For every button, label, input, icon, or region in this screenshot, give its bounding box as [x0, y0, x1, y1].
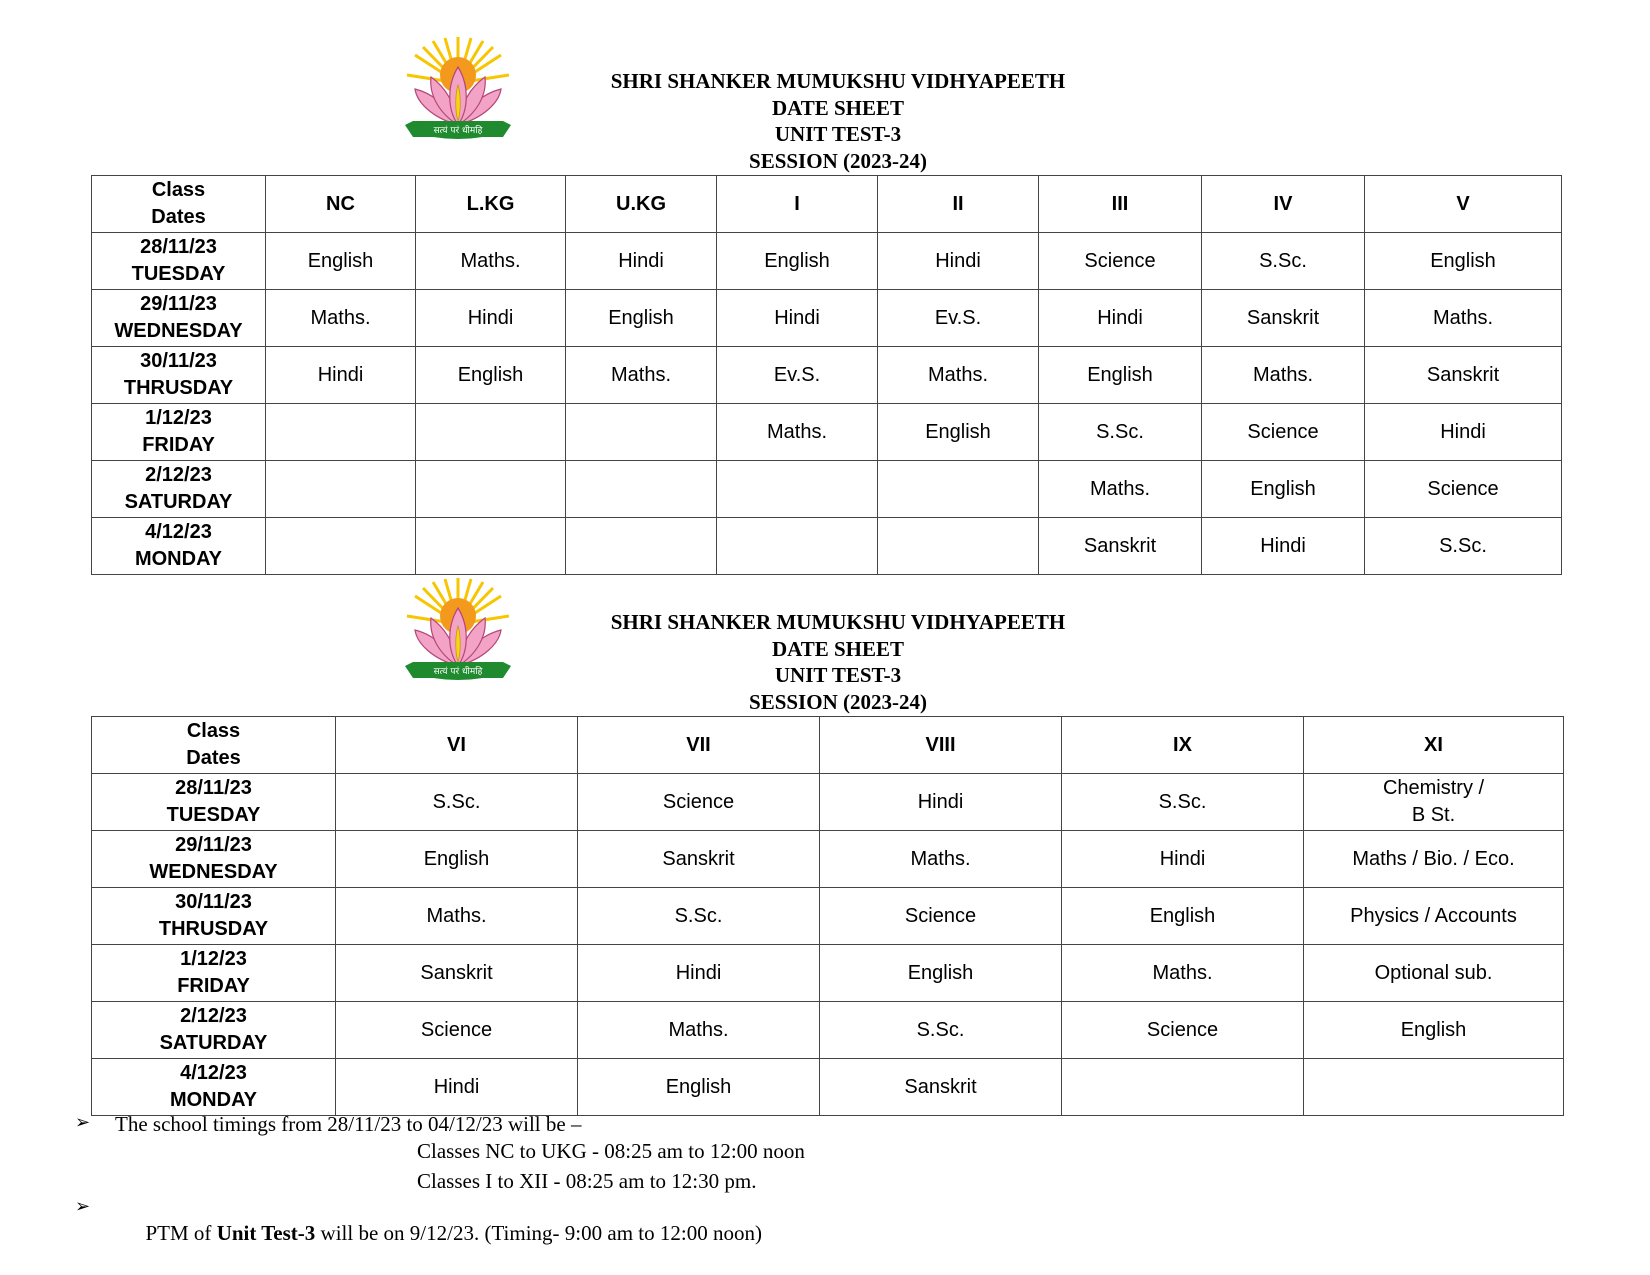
arrow-bullet-icon: ➢	[75, 1196, 91, 1216]
subject-cell	[1062, 1059, 1304, 1116]
table-row	[92, 888, 1564, 945]
date-label: 28/11/23	[175, 777, 252, 799]
class-column-header: VII	[578, 717, 820, 774]
subject-cell: Science	[336, 1002, 578, 1059]
date-cell	[92, 290, 266, 347]
day-label: TUESDAY	[166, 804, 261, 826]
corner-class-label: Class	[186, 720, 241, 742]
date-label: 29/11/23	[140, 293, 217, 315]
corner-dates-label: Dates	[151, 206, 206, 228]
subject-cell: Science	[1062, 1002, 1304, 1059]
subject-cell: Ev.S.	[717, 347, 878, 404]
class-column-header: III	[1039, 176, 1202, 233]
date-label: 4/12/23	[145, 521, 212, 543]
corner-class-label: Class	[151, 179, 206, 201]
date-label: 30/11/23	[140, 350, 217, 372]
subject-cell: Maths.	[416, 233, 566, 290]
subject-cell: English	[1062, 888, 1304, 945]
day-label: SATURDAY	[124, 491, 233, 513]
session-label: SESSION (2023-24)	[749, 148, 927, 173]
exam-name: UNIT TEST-3	[774, 122, 902, 146]
class-column-header: U.KG	[566, 176, 717, 233]
subject-cell: Maths.	[878, 347, 1039, 404]
subject-cell	[878, 461, 1039, 518]
subject-cell: Science	[1039, 233, 1202, 290]
table-row	[92, 290, 1562, 347]
subject-cell	[717, 518, 878, 575]
date-cell	[92, 1002, 336, 1059]
date-cell	[92, 1059, 336, 1116]
table-row	[92, 945, 1564, 1002]
subject-cell: S.Sc.	[1039, 404, 1202, 461]
svg-text:सत्यं परं धीमहि: सत्यं परं धीमहि	[433, 126, 483, 136]
subject-cell: Maths.	[1365, 290, 1562, 347]
exam-name: UNIT TEST-3	[774, 663, 902, 687]
table-row	[92, 831, 1564, 888]
table-header-row	[92, 176, 1562, 233]
subject-cell: Hindi	[336, 1059, 578, 1116]
subject-cell: Maths.	[1062, 945, 1304, 1002]
date-label: 1/12/23	[145, 407, 212, 429]
subject-cell: English	[566, 290, 717, 347]
subject-cell	[566, 404, 717, 461]
date-cell	[92, 518, 266, 575]
corner-cell	[92, 717, 336, 774]
subject-cell: S.Sc.	[336, 774, 578, 831]
subject-cell: Maths.	[820, 831, 1062, 888]
subject-cell: English	[416, 347, 566, 404]
subject-cell: Science	[578, 774, 820, 831]
class-column-header: VIII	[820, 717, 1062, 774]
subject-cell: Sanskrit	[1202, 290, 1365, 347]
date-cell	[92, 945, 336, 1002]
timing-i-xii: Classes I to XII - 08:25 am to 12:30 pm.	[417, 1169, 757, 1193]
subject-cell: English	[266, 233, 416, 290]
class-column-header: VI	[336, 717, 578, 774]
class-column-header: IX	[1062, 717, 1304, 774]
subject-cell: Hindi	[820, 774, 1062, 831]
subject-cell: Physics / Accounts	[1304, 888, 1564, 945]
class-column-header: L.KG	[416, 176, 566, 233]
subject-cell: Sanskrit	[336, 945, 578, 1002]
session-label: SESSION (2023-24)	[749, 689, 927, 714]
subject-cell	[266, 404, 416, 461]
timing-intro: The school timings from 28/11/23 to 04/12/23 will be –	[115, 1112, 582, 1136]
subject-cell: Maths.	[566, 347, 717, 404]
day-label: TUESDAY	[131, 263, 226, 285]
date-sheet-table-senior	[91, 716, 1564, 1116]
subject-cell	[566, 518, 717, 575]
class-column-header: IV	[1202, 176, 1365, 233]
day-label: FRIDAY	[142, 434, 215, 456]
subject-cell: Maths.	[1202, 347, 1365, 404]
subject-cell: English	[1304, 1002, 1564, 1059]
subject-cell: Hindi	[578, 945, 820, 1002]
subject-cell: Science	[820, 888, 1062, 945]
corner-cell	[92, 176, 266, 233]
date-cell	[92, 347, 266, 404]
subject-cell: Maths / Bio. / Eco.	[1304, 831, 1564, 888]
subject-cell	[416, 461, 566, 518]
subject-cell: English	[1202, 461, 1365, 518]
date-label: 1/12/23	[180, 948, 247, 970]
subject-cell: S.Sc.	[1202, 233, 1365, 290]
subject-cell: English	[578, 1059, 820, 1116]
date-label: 2/12/23	[180, 1005, 247, 1027]
table-header-row	[92, 717, 1564, 774]
school-name: SHRI SHANKER MUMUKSHU VIDHYAPEETH	[610, 69, 1066, 93]
day-label: MONDAY	[134, 548, 223, 570]
ptm-suffix: will be on 9/12/23. (Timing- 9:00 am to 12:00 noon)	[315, 1221, 762, 1245]
table-row	[92, 1002, 1564, 1059]
table-row	[92, 1059, 1564, 1116]
table-row	[92, 233, 1562, 290]
header-1	[0, 68, 1650, 174]
table-row	[92, 347, 1562, 404]
school-name: SHRI SHANKER MUMUKSHU VIDHYAPEETH	[610, 610, 1066, 634]
doc-title: DATE SHEET	[771, 636, 905, 661]
subject-cell: Maths.	[266, 290, 416, 347]
subject-cell	[1304, 1059, 1564, 1116]
subject-cell	[566, 461, 717, 518]
subject-cell: English	[336, 831, 578, 888]
arrow-bullet-icon: ➢	[75, 1112, 91, 1132]
corner-dates-label: Dates	[186, 747, 241, 769]
day-label: WEDNESDAY	[114, 320, 243, 342]
subject-cell: Hindi	[1365, 404, 1562, 461]
day-label: FRIDAY	[177, 975, 250, 997]
header-2	[0, 609, 1650, 715]
date-cell	[92, 774, 336, 831]
day-label: MONDAY	[169, 1089, 258, 1111]
svg-text:सत्यं परं धीमहि: सत्यं परं धीमहि	[433, 667, 483, 677]
subject-cell	[416, 404, 566, 461]
subject-cell: Sanskrit	[820, 1059, 1062, 1116]
subject-cell: S.Sc.	[1365, 518, 1562, 575]
date-cell	[92, 461, 266, 518]
subject-cell: S.Sc.	[578, 888, 820, 945]
subject-cell: Sanskrit	[1039, 518, 1202, 575]
subject-cell: Optional sub.	[1304, 945, 1564, 1002]
table-row	[92, 774, 1564, 831]
doc-title: DATE SHEET	[771, 95, 905, 120]
subject-cell: Science	[1365, 461, 1562, 518]
subject-cell: Hindi	[1039, 290, 1202, 347]
subject-cell: English	[820, 945, 1062, 1002]
date-label: 30/11/23	[175, 891, 252, 913]
subject-cell: Hindi	[717, 290, 878, 347]
table-row	[92, 461, 1562, 518]
timing-nc-ukg: Classes NC to UKG - 08:25 am to 12:00 noon	[417, 1139, 805, 1163]
ptm-bold: Unit Test-3	[216, 1221, 316, 1245]
subject-cell: Hindi	[1202, 518, 1365, 575]
date-cell	[92, 233, 266, 290]
subject-cell: Science	[1202, 404, 1365, 461]
subject-cell: Maths.	[578, 1002, 820, 1059]
subject-cell: Sanskrit	[1365, 347, 1562, 404]
subject-cell: Ev.S.	[878, 290, 1039, 347]
class-column-header: II	[878, 176, 1039, 233]
date-label: 2/12/23	[145, 464, 212, 486]
subject-cell: Maths.	[717, 404, 878, 461]
date-sheet-table-junior	[91, 175, 1562, 575]
date-cell	[92, 888, 336, 945]
subject-cell: Chemistry / B St.	[1304, 774, 1564, 831]
subject-cell: Hindi	[878, 233, 1039, 290]
class-column-header: NC	[266, 176, 416, 233]
subject-cell: English	[1039, 347, 1202, 404]
subject-cell	[416, 518, 566, 575]
subject-cell	[717, 461, 878, 518]
day-label: THRUSDAY	[123, 377, 234, 399]
subject-cell	[266, 518, 416, 575]
table-row	[92, 518, 1562, 575]
date-label: 28/11/23	[140, 236, 217, 258]
subject-cell	[266, 461, 416, 518]
subject-cell: Hindi	[266, 347, 416, 404]
day-label: WEDNESDAY	[149, 861, 278, 883]
subject-cell: S.Sc.	[1062, 774, 1304, 831]
subject-cell: Hindi	[1062, 831, 1304, 888]
table-row	[92, 404, 1562, 461]
subject-cell: English	[1365, 233, 1562, 290]
subject-cell: Hindi	[416, 290, 566, 347]
subject-cell: Sanskrit	[578, 831, 820, 888]
date-cell	[92, 404, 266, 461]
subject-cell: Maths.	[1039, 461, 1202, 518]
class-column-header: I	[717, 176, 878, 233]
subject-cell	[878, 518, 1039, 575]
subject-cell: Hindi	[566, 233, 717, 290]
subject-cell: English	[717, 233, 878, 290]
subject-cell: English	[878, 404, 1039, 461]
day-label: THRUSDAY	[158, 918, 269, 940]
ptm-prefix: PTM of	[145, 1221, 217, 1245]
date-cell	[92, 831, 336, 888]
subject-cell: Maths.	[336, 888, 578, 945]
class-column-header: XI	[1304, 717, 1564, 774]
date-label: 29/11/23	[175, 834, 252, 856]
subject-cell: S.Sc.	[820, 1002, 1062, 1059]
date-label: 4/12/23	[180, 1062, 247, 1084]
class-column-header: V	[1365, 176, 1562, 233]
day-label: SATURDAY	[159, 1032, 268, 1054]
